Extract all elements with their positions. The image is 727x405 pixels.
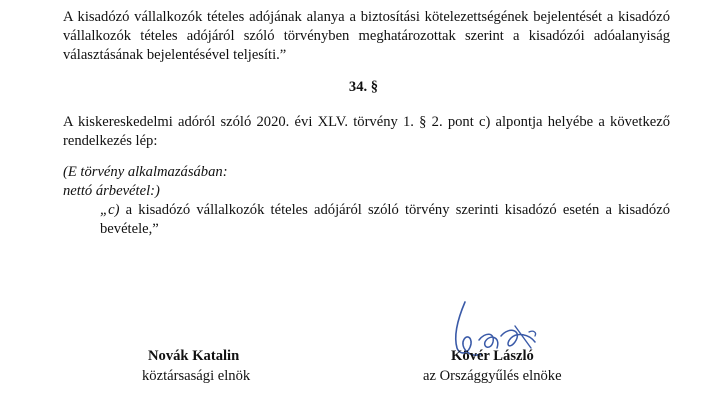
point-c-lead: „c) xyxy=(100,202,120,218)
signature-left-title: köztársasági elnök xyxy=(142,368,251,384)
point-c-line-2: bevétele,” xyxy=(100,221,159,237)
signature-right-name: Kövér László xyxy=(451,348,534,364)
point-c-line-1 xyxy=(100,201,670,220)
paragraph-2-line-1: A kiskereskedelmi adóról szóló 2020. évi XLV. törvény 1. § 2. pont c) alpontja helyébe a következő xyxy=(63,114,670,130)
signature-left-name: Novák Katalin xyxy=(148,348,240,364)
section-title: 34. § xyxy=(348,79,379,95)
paragraph-1-line-1: A kisadózó vállalkozók tételes adójának alanya a biztosítási kötelezettségének bejelentését a kisadózó xyxy=(63,9,670,25)
paragraph-1-line-2: vállalkozók tételes adójáról szóló törvényben meghatározottak szerint a kisadózói adóalanyiság xyxy=(63,28,670,44)
paragraph-2-line-2: rendelkezés lép: xyxy=(63,133,158,149)
context-line-1: (E törvény alkalmazásában: xyxy=(63,164,228,180)
signature-right-title: az Országgyűlés elnöke xyxy=(423,368,562,384)
paragraph-1-line-3: választásának bejelentésével teljesíti.” xyxy=(63,47,287,63)
context-line-2: nettó árbevétel:) xyxy=(63,183,160,199)
point-c-text: a kisadózó vállalkozók tételes adójáról szóló törvény szerinti kisadózó esetén a kisadózó xyxy=(119,202,670,218)
